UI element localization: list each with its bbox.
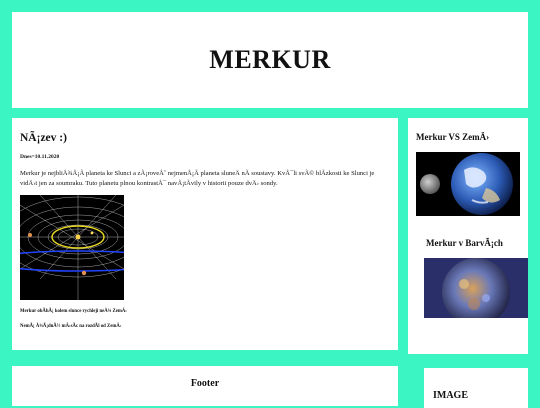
description-text: Merkur je nejbliÅ¾Å¡Ã planeta ke Slunci a zÃ¡roveÅˆ nejmenÅ¡Ã planeta sluneÄ nÃ soustavy. KvÅ¯li svÃ© blÃzkosti ke Slunci je vidÄ›t jen za soumraku. Tuto planetu plnou kontrastÅ¯ navÅ¡tÃvily v historii pouze dvÄ› sondy. bbox=[20, 170, 375, 187]
header bbox=[12, 12, 528, 108]
mercury-color-image bbox=[424, 258, 528, 318]
solar-system-image bbox=[20, 195, 124, 300]
main-heading: NÃ¡zev :) bbox=[20, 132, 67, 144]
footer bbox=[12, 366, 398, 406]
note-moons: NemÃ¡ Å¾Ã¡dnÃ½ mÄ›sÃc na rozdÃl od ZemÄ› bbox=[20, 324, 122, 329]
main-content bbox=[12, 118, 398, 350]
aside-heading-vs: Merkur VS ZemÄ› bbox=[416, 132, 490, 142]
image-box bbox=[424, 368, 528, 408]
image-box-label: IMAGE bbox=[433, 390, 468, 401]
date-text: Dnes=10.11.2020 bbox=[20, 154, 60, 160]
aside-panel bbox=[408, 118, 528, 354]
aside-heading-colors: Merkur v BarvÃ¡ch bbox=[426, 238, 503, 248]
footer-label: Footer bbox=[190, 377, 220, 389]
note-orbit: Merkur obÃhÃ¡ kolem slunce rychleji neÅ¾ ZemÄ› bbox=[20, 309, 127, 314]
mercury-earth-image bbox=[416, 152, 520, 216]
page-title: MERKUR bbox=[209, 45, 331, 74]
